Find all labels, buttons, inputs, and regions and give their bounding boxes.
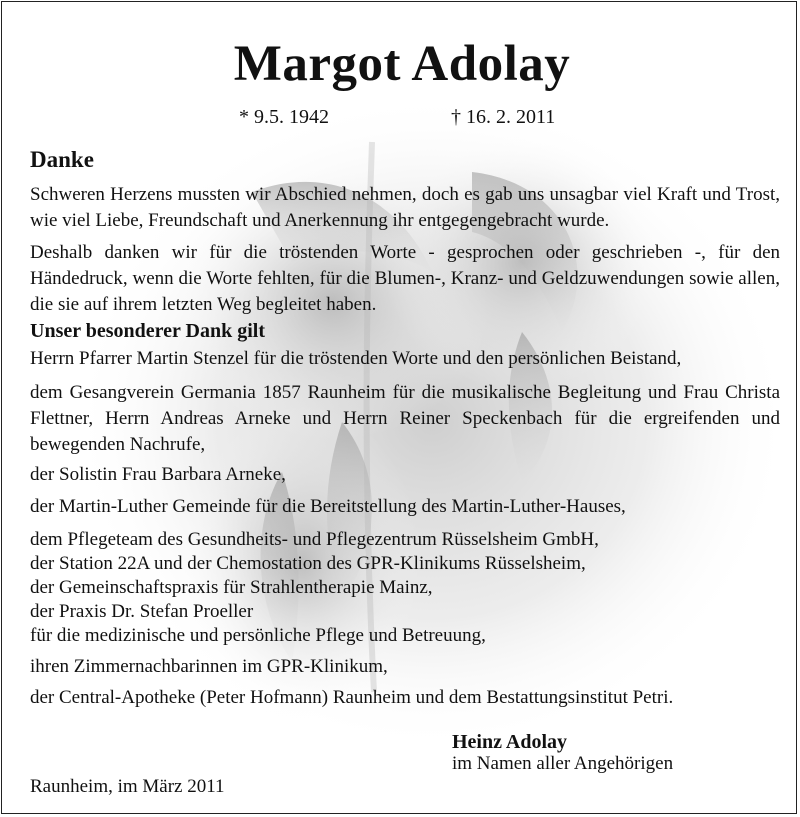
thanks-heading: Danke [30,147,94,172]
thanks-line: der Solistin Frau Barbara Arneke, [30,464,286,485]
death-date: † 16. 2. 2011 [451,106,556,128]
place-date: Raunheim, im März 2011 [30,776,225,797]
signature-name: Heinz Adolay [452,731,568,753]
paragraph-2: Deshalb danken wir für die tröstenden Worte - gesprochen oder geschrieben -, für den Händedruck, wenn die Worte fehlten, für die Blumen-, Kranz- und Geldzuwendungen sowie allen, die sie auf ihrem letzten Weg begleitet haben. [30,242,780,315]
birth-date: * 9.5. 1942 [239,106,329,128]
thanks-line: ihren Zimmernachbarinnen im GPR-Klinikum, [30,656,388,677]
thanks-line: für die medizinische und persönliche Pflege und Betreuung, [30,625,486,646]
thanks-line: Herrn Pfarrer Martin Stenzel für die tröstenden Worte und den persönlichen Beistand, [30,348,682,369]
thanks-line: dem Pflegeteam des Gesundheits- und Pflegezentrum Rüsselsheim GmbH, [30,529,599,550]
signature-line: im Namen aller Angehörigen [452,753,674,774]
thanks-line: der Central-Apotheke (Peter Hofmann) Raunheim und dem Bestattungsinstitut Petri. [30,687,674,708]
obituary-frame [1,1,797,814]
thanks-line: der Gemeinschaftspraxis für Strahlentherapie Mainz, [30,577,433,598]
deceased-name: Margot Adolay [233,36,571,92]
paragraph-1: Schweren Herzens mussten wir Abschied nehmen, doch es gab uns unsagbar viel Kraft und Trost, wie viel Liebe, Freundschaft und Anerkennung ihr entgegengebracht wurde. [30,184,780,231]
thanks-line: der Martin-Luther Gemeinde für die Bereitstellung des Martin-Luther-Hauses, [30,496,626,517]
thanks-line: dem Gesangverein Germania 1857 Raunheim für die musikalische Begleitung und Frau Christa Flettner, Herrn Andreas Arneke und Herrn Reiner Speckenbach für die ergreifenden und bewegenden Nachrufe, [30,382,780,455]
thanks-line: der Praxis Dr. Stefan Proeller [30,601,254,622]
special-thanks-heading: Unser besonderer Dank gilt [30,320,266,342]
thanks-line: der Station 22A und der Chemostation des GPR-Klinikums Rüsselsheim, [30,553,586,574]
